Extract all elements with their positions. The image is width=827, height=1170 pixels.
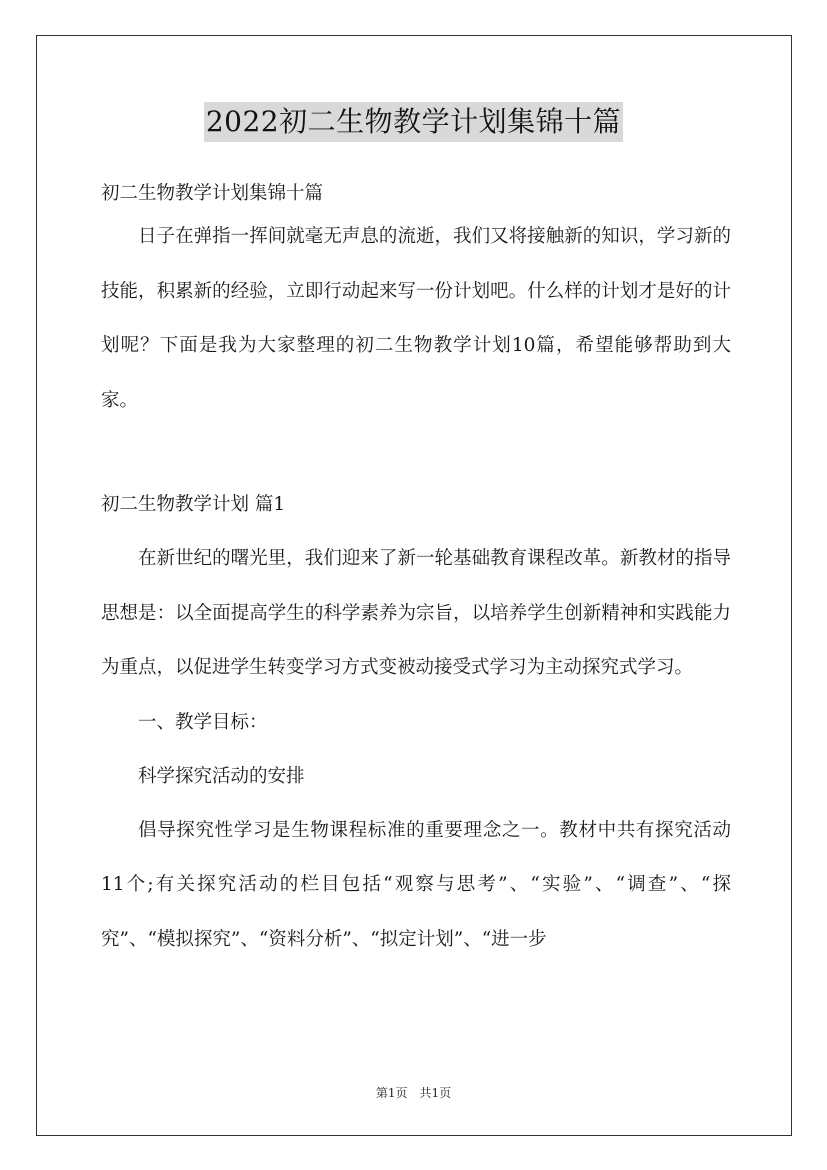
section-spacer	[101, 428, 731, 478]
document-title: 2022初二生物教学计划集锦十篇	[204, 102, 623, 142]
title-container	[0, 102, 827, 142]
document-body	[101, 177, 731, 967]
section-paragraph-1: 在新世纪的曙光里，我们迎来了新一轮基础教育课程改革。新教材的指导思想是：以全面提高学生的科学素养为宗旨，以培养学生创新精神和实践能力为重点，以促进学生转变学习方式变被动接受式学习为主动探究式学习。	[101, 548, 731, 678]
section-heading: 初二生物教学计划 篇1	[101, 494, 286, 515]
intro-paragraph: 日子在弹指一挥间就毫无声息的流逝，我们又将接触新的知识，学习新的技能，积累新的经验，立即行动起来写一份计划吧。什么样的计划才是好的计划呢？下面是我为大家整理的初二生物教学计划10篇，希望能够帮助到大家。	[101, 226, 731, 411]
document-subtitle: 初二生物教学计划集锦十篇	[101, 183, 324, 204]
activity-arrangement-heading: 科学探究活动的安排	[138, 765, 305, 787]
page-footer: 第1页 共1页	[375, 1086, 452, 1100]
teaching-goals-heading: 一、教学目标：	[138, 711, 268, 733]
section-paragraph-2: 倡导探究性学习是生物课程标准的重要理念之一。教材中共有探究活动11个;有关探究活动的栏目包括“观察与思考”、“实验”、“调查”、“探究”、“模拟探究”、“资料分析”、“拟定计划”、“进一步	[101, 819, 731, 950]
